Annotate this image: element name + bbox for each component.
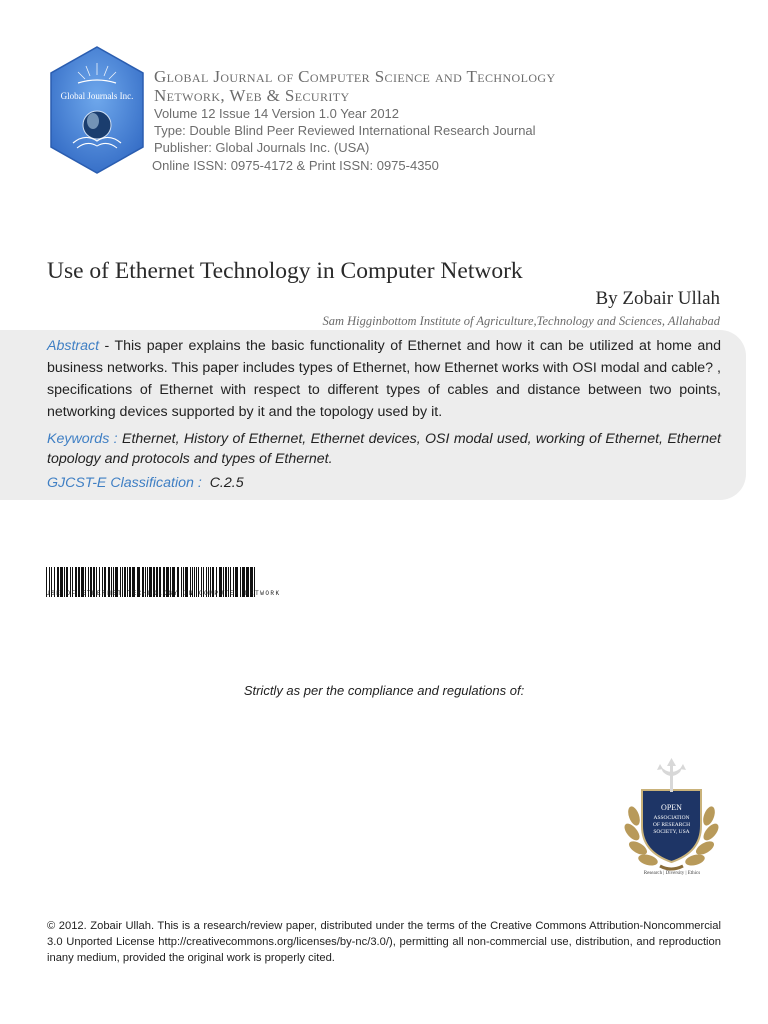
open-association-seal <box>620 756 723 878</box>
classification <box>47 475 244 491</box>
abstract-text: This paper explains the basic functionality of Ethernet and how it can be utilized at home and business networks. This paper includes types of Ethernet, how Ethernet works with OSI modal and cable? , specifications of Ethernet with respect to different types of cables and distance between two points, networking devices supported by it and the topology used by it. <box>47 338 721 420</box>
seal-line-4: SOCIETY, USA <box>653 829 690 835</box>
license-text: © 2012. Zobair Ullah. This is a research/review paper, distributed under the terms of the Creative Commons Attribution-Noncommercial 3.0 Unported License http://creativecommons.org/licenses/by-nc/3.0/), permitting all non-commercial use, distribution, and reproduction inany medium, provided the original work is properly cited. <box>47 920 721 964</box>
seal-line-3: OF RESEARCH <box>652 822 691 828</box>
barcode-text: USE OF ETHERNET TECHNOLOGY IN COMPUTER NETWORK <box>46 590 281 597</box>
compliance-note: Strictly as per the compliance and regulations of: <box>243 683 525 698</box>
abstract <box>47 335 721 423</box>
global-journals-logo <box>48 45 146 175</box>
volume-info: Volume 12 Issue 14 Version 1.0 Year 2012 <box>154 106 400 121</box>
seal-line-1: OPEN <box>661 803 682 812</box>
classification-value: C.2.5 <box>209 475 244 491</box>
keywords <box>47 429 721 469</box>
seal-line-2: ASSOCIATION <box>653 815 690 821</box>
affiliation: Sam Higginbottom Institute of Agriculture,Technology and Sciences, Allahabad <box>322 314 720 328</box>
logo-text: Global Journals Inc. <box>60 91 134 101</box>
keywords-label: Keywords : <box>47 431 118 447</box>
publisher: Publisher: Global Journals Inc. (USA) <box>154 140 370 155</box>
keywords-text: Ethernet, History of Ethernet, Ethernet devices, OSI modal used, working of Ethernet, Ethernet topology and protocols and types of Ethernet. <box>47 431 721 467</box>
issn: Online ISSN: 0975-4172 & Print ISSN: 0975-4350 <box>152 158 439 173</box>
abstract-label: Abstract <box>47 338 100 354</box>
abstract-dash: - <box>99 338 115 354</box>
journal-title: Global Journal of Computer Science and Technology <box>154 67 556 86</box>
journal-type: Type: Double Blind Peer Reviewed International Research Journal <box>154 123 536 138</box>
seal-footer: Research | Diversity | Ethics <box>643 871 701 876</box>
classification-label: GJCST-E Classification : <box>47 475 202 491</box>
journal-subtitle: Network, Web & Security <box>154 86 350 105</box>
paper-title: Use of Ethernet Technology in Computer Network <box>47 258 523 284</box>
author: By Zobair Ullah <box>595 288 720 309</box>
